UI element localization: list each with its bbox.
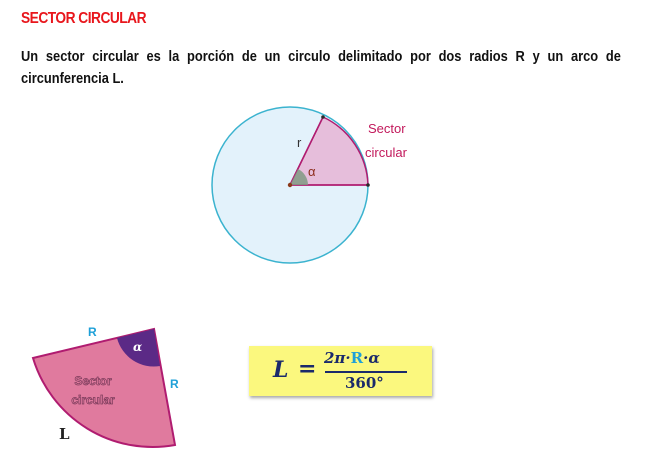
- sector-label-line1: Sector: [368, 121, 406, 136]
- numerator-post: ·α: [363, 349, 380, 367]
- numerator-pre: 2π·: [324, 349, 351, 367]
- numerator-radius: R: [350, 349, 364, 367]
- arc-label: L: [59, 425, 70, 443]
- formula-lhs: L: [273, 357, 289, 383]
- sector-illustration: [25, 320, 195, 455]
- radius-label-side: R: [170, 377, 179, 391]
- radius-label: r: [297, 135, 302, 150]
- page-title: SECTOR CIRCULAR: [21, 10, 147, 27]
- fraction-bar: [325, 371, 407, 373]
- formula-box: [249, 346, 432, 396]
- angle-label: α: [308, 164, 316, 179]
- big-sector-label-line1: Sector: [74, 374, 112, 388]
- circle-sector-diagram: [205, 105, 435, 270]
- arc-endpoint-top: [321, 115, 325, 119]
- big-sector-label-line2: circular: [71, 393, 115, 407]
- formula-denominator: 360°: [345, 374, 384, 392]
- big-angle-label: α: [133, 340, 143, 354]
- arc-endpoint-right: [366, 183, 370, 187]
- radius-label-top: R: [88, 325, 97, 339]
- sector-label-line2: circular: [365, 145, 407, 160]
- definition-paragraph: Un sector circular es la porción de un circulo delimitado por dos radios R y un arco de circunferencia L.: [21, 48, 621, 87]
- center-point: [288, 183, 292, 187]
- formula-equals: =: [298, 356, 317, 382]
- formula-numerator: [324, 349, 424, 367]
